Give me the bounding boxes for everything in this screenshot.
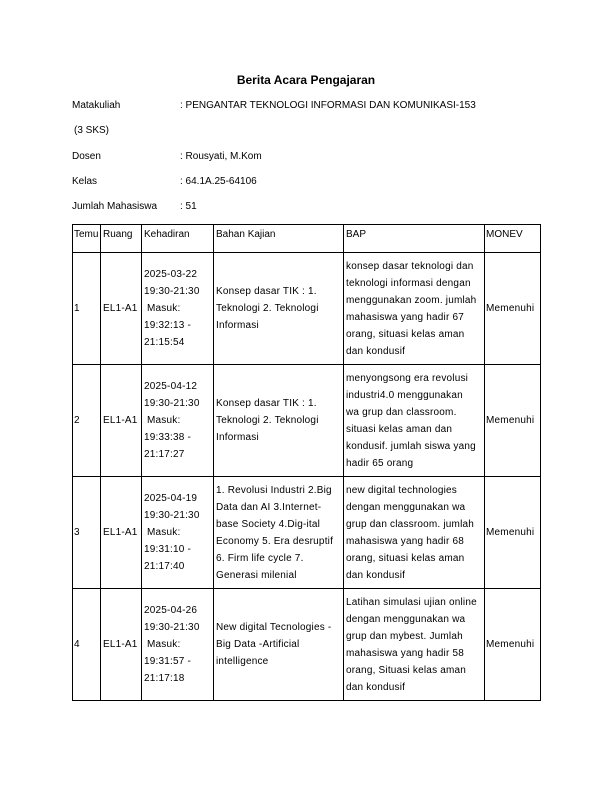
cell-ruang: EL1-A1: [101, 253, 142, 365]
cell-temu: 3: [73, 477, 101, 589]
teaching-record-table: [72, 224, 541, 701]
kehadiran-date: 2025-04-19: [144, 493, 198, 504]
kehadiran-masuk-label: Masuk:: [147, 415, 181, 426]
kehadiran-schedule: 19:30-21:30: [144, 286, 200, 297]
cell-monev: Memenuhi: [485, 477, 541, 589]
info-label-jumlah-mahasiswa: Jumlah Mahasiswa: [72, 201, 158, 212]
table-row: [73, 253, 541, 365]
table-row: [73, 365, 541, 477]
info-label-kelas: Kelas: [72, 176, 98, 187]
cell-kehadiran: [142, 477, 214, 589]
kehadiran-schedule: 19:30-21:30: [144, 510, 200, 521]
info-row-sks: [72, 124, 532, 138]
cell-monev: Memenuhi: [485, 253, 541, 365]
cell-bahan-kajian: Konsep dasar TIK : 1. Teknologi 2. Teknologi Informasi: [214, 253, 344, 365]
column-header-monev: MONEV: [485, 225, 541, 253]
cell-kehadiran: [142, 253, 214, 365]
column-header-bahan-kajian: Bahan Kajian: [214, 225, 344, 253]
kehadiran-masuk-time: 19:32:13 - 21:15:54: [144, 320, 192, 348]
column-header-kehadiran: Kehadiran: [142, 225, 214, 253]
kehadiran-masuk-time: 19:33:38 - 21:17:27: [144, 432, 192, 460]
info-value-sks: (3 SKS): [74, 125, 110, 136]
kehadiran-date: 2025-04-12: [144, 381, 198, 392]
kehadiran-schedule: 19:30-21:30: [144, 398, 200, 409]
info-value-matakuliah: : PENGANTAR TEKNOLOGI INFORMASI DAN KOMUNIKASI-153: [180, 100, 476, 111]
info-row-dosen: [72, 150, 532, 164]
kehadiran-masuk-label: Masuk:: [147, 527, 181, 538]
cell-temu: 1: [73, 253, 101, 365]
info-row-jumlah-mahasiswa: [72, 200, 532, 214]
column-header-ruang: Ruang: [101, 225, 142, 253]
info-label-dosen: Dosen: [72, 151, 101, 162]
info-row-kelas: [72, 175, 532, 189]
cell-kehadiran: [142, 365, 214, 477]
info-value-kelas: : 64.1A.25-64106: [180, 176, 257, 187]
kehadiran-masuk-time: 19:31:57 - 21:17:18: [144, 656, 192, 684]
cell-ruang: EL1-A1: [101, 365, 142, 477]
cell-bahan-kajian: 1. Revolusi Industri 2.Big Data dan AI 3.Internet-base Society 4.Dig-ital Economy 5. Era desruptif 6. Firm life cycle 7. Generasi milenial: [214, 477, 344, 589]
kehadiran-masuk-label: Masuk:: [147, 639, 181, 650]
cell-bap: Latihan simulasi ujian online dengan menggunakan wa grup dan mybest. Jumlah mahasiswa yang hadir 58 orang, Situasi kelas aman dan kondusif: [344, 589, 485, 701]
cell-temu: 4: [73, 589, 101, 701]
cell-bap: new digital technologies dengan menggunakan wa grup dan classroom. jumlah mahasiswa yang hadir 68 orang, situasi kelas aman dan kondusif: [344, 477, 485, 589]
info-value-jumlah-mahasiswa: : 51: [180, 201, 197, 212]
table-header-row: [73, 225, 541, 253]
kehadiran-masuk-label: Masuk:: [147, 303, 181, 314]
table-row: [73, 589, 541, 701]
column-header-bap: BAP: [344, 225, 485, 253]
cell-monev: Memenuhi: [485, 589, 541, 701]
cell-bap: konsep dasar teknologi dan teknologi informasi dengan menggunakan zoom. jumlah mahasiswa yang hadir 67 orang, situasi kelas aman dan kondusif: [344, 253, 485, 365]
document-title: Berita Acara Pengajaran: [236, 73, 376, 87]
cell-bap: menyongsong era revolusi industri4.0 menggunakan wa grup dan classroom. situasi kelas aman dan kondusif. jumlah siswa yang hadir 65 orang: [344, 365, 485, 477]
cell-monev: Memenuhi: [485, 365, 541, 477]
kehadiran-date: 2025-03-22: [144, 269, 198, 280]
info-label-matakuliah: Matakuliah: [72, 100, 121, 111]
cell-bahan-kajian: Konsep dasar TIK : 1. Teknologi 2. Teknologi Informasi: [214, 365, 344, 477]
kehadiran-schedule: 19:30-21:30: [144, 622, 200, 633]
info-row-matakuliah: [72, 99, 532, 113]
cell-ruang: EL1-A1: [101, 477, 142, 589]
cell-temu: 2: [73, 365, 101, 477]
column-header-temu: Temu: [73, 225, 101, 253]
cell-bahan-kajian: New digital Tecnologies - Big Data -Artificial intelligence: [214, 589, 344, 701]
info-value-dosen: : Rousyati, M.Kom: [180, 151, 262, 162]
kehadiran-date: 2025-04-26: [144, 605, 198, 616]
cell-kehadiran: [142, 589, 214, 701]
table-row: [73, 477, 541, 589]
kehadiran-masuk-time: 19:31:10 - 21:17:40: [144, 544, 192, 572]
cell-ruang: EL1-A1: [101, 589, 142, 701]
